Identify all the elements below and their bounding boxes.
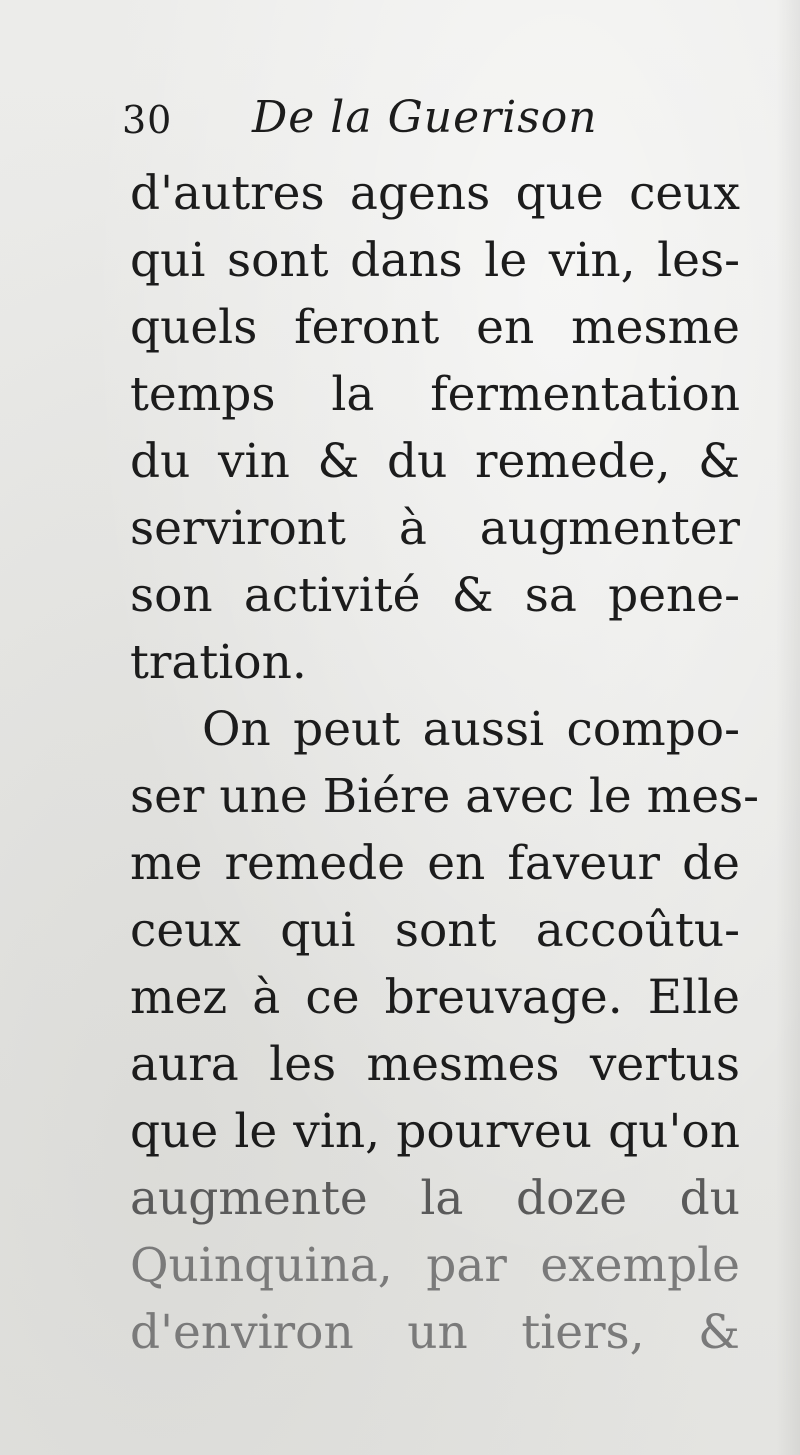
text-line: ser une Biére avec le mes- xyxy=(130,769,760,824)
text-line: tration. xyxy=(130,635,307,690)
text-line: qui sont dans le vin, les- xyxy=(130,233,740,288)
body-text xyxy=(130,160,760,1366)
text-line: ceux qui sont accoûtu- xyxy=(130,903,740,958)
text-line: Quinquina, par exemple xyxy=(130,1238,740,1293)
page-header xyxy=(122,92,722,152)
text-line: augmente la doze du xyxy=(130,1171,740,1226)
text-line: quels feront en mesme xyxy=(130,300,740,355)
text-line: du vin & du remede, & xyxy=(130,434,740,489)
text-line: mez à ce breuvage. Elle xyxy=(130,970,740,1025)
page-number: 30 xyxy=(122,98,173,142)
text-line: temps la fermentation xyxy=(130,367,740,422)
text-line: d'environ un tiers, & xyxy=(130,1305,740,1360)
page-edge-shadow xyxy=(776,0,800,1455)
text-line: aura les mesmes vertus xyxy=(130,1037,740,1092)
paragraph-start-line: On peut aussi compo- xyxy=(202,702,740,757)
text-line: son activité & sa pene- xyxy=(130,568,740,623)
text-line: que le vin, pourveu qu'on xyxy=(130,1104,740,1159)
text-line: serviront à augmenter xyxy=(130,501,740,556)
text-line: me remede en faveur de xyxy=(130,836,740,891)
text-line: d'autres agens que ceux xyxy=(130,166,740,221)
running-title: De la Guerison xyxy=(252,92,598,143)
